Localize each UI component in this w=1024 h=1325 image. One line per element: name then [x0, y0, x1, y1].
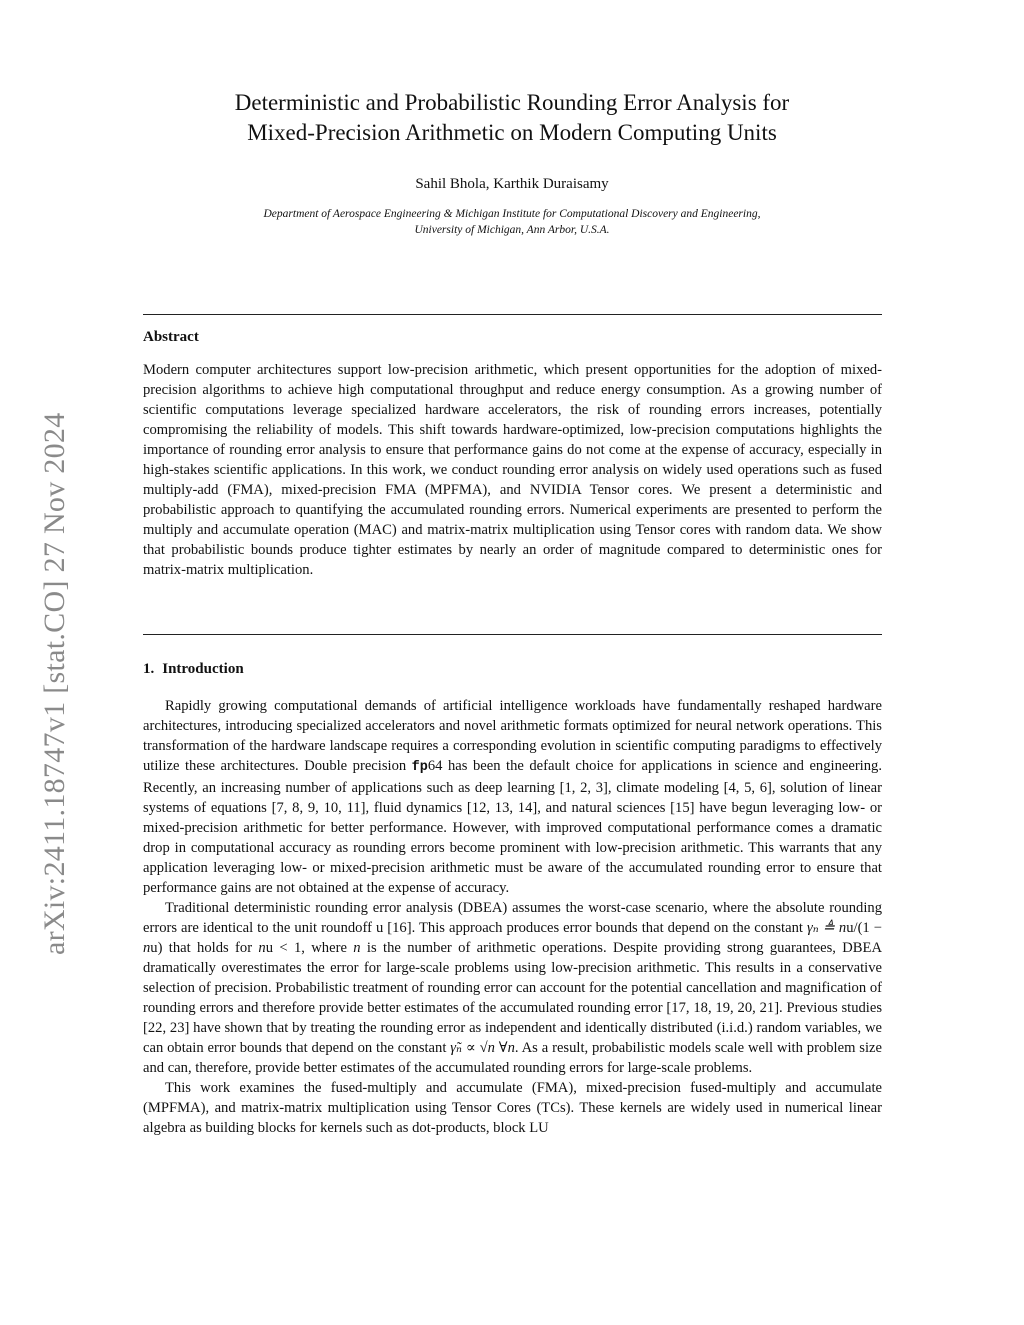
- authors: Sahil Bhola, Karthik Duraisamy: [415, 176, 609, 192]
- affiliation: [140, 206, 884, 238]
- title-line-2: Mixed-Precision Arithmetic on Modern Computing Units: [247, 120, 777, 145]
- math-gamma-n: γₙ ≜ n: [806, 920, 847, 936]
- paper-title: [140, 88, 884, 148]
- section-heading-introduction: [143, 661, 244, 678]
- paragraph-text: u/(1 −: [846, 920, 882, 936]
- abstract-heading: Abstract: [143, 329, 199, 345]
- paragraph-text: Traditional deterministic rounding error analysis (DBEA) assumes the worst-case scenario, where the absolute rounding errors are identical to the unit roundoff u [16]. This approach produces error bounds that depend on the constant: [143, 900, 882, 936]
- abstract-bottom-divider: [143, 634, 882, 635]
- arxiv-identifier: arXiv:2411.18747v1 [stat.CO] 27 Nov 2024: [38, 412, 71, 955]
- abstract-text: Modern computer architectures support low-precision arithmetic, which present opportunities for the adoption of mixed-precision algorithms to achieve high computational throughput and reduce energy consumption. As a growing number of scientific computations leverage specialized hardware accelerators, the risk of rounding errors increases, potentially compromising the reliability of models. This shift towards hardware-optimized, low-precision computations highlights the importance of rounding error analysis to ensure that performance gains do not come at the expense of accuracy, especially in high-stakes scientific applications. In this work, we conduct rounding error analysis on widely used operations such as fused multiply-add (FMA), mixed-precision FMA (MPFMA), and NVIDIA Tensor cores. We present a deterministic and probabilistic approach to quantifying the accumulated rounding errors. Numerical experiments are presented to perform the multiply and accumulate operation (MAC) and matrix-matrix multiplication using Tensor cores with random data. We show that probabilistic bounds produce tighter estimates by nearly an order of magnitude compared to deterministic ones for matrix-matrix multiplication.: [143, 362, 882, 578]
- affiliation-line-1: Department of Aerospace Engineering & Michigan Institute for Computational Discovery and Engineering,: [263, 208, 761, 220]
- code-fp-number: 64: [427, 758, 443, 774]
- paragraph-text: . As a result, probabilistic models scale well with problem size and can, therefore, provide better estimates of the accumulated rounding errors for large-scale problems.: [143, 1040, 882, 1076]
- affiliation-line-2: University of Michigan, Ann Arbor, U.S.A.: [414, 224, 610, 236]
- paragraph-text: is the number of arithmetic operations. Despite providing strong guarantees, DBEA dramatically overestimates the error for large-scale problems using low-precision arithmetic. This results in a conservative selection of precision. Probabilistic treatment of rounding error can account for the potential cancellation and magnification of rounding errors and therefore provide better estimates of the accumulated rounding error [17, 18, 19, 20, 21]. Previous studies [22, 23] have shown that by treating the rounding error as independent and identically distributed (i.i.d.) random variables, we can obtain error bounds that depend on the constant: [143, 940, 882, 1056]
- intro-paragraph-3: This work examines the fused-multiply and accumulate (FMA), mixed-precision fused-multiply and accumulate (MPFMA), and matrix-matrix multiplication using Tensor Cores (TCs). These kernels are widely used in numerical linear algebra as building blocks for kernels such as dot-products, block LU: [143, 1080, 882, 1136]
- intro-paragraph-1: [143, 696, 882, 898]
- math-gamma-tilde: γ̃ₙ ∝ √n ∀n: [450, 1040, 515, 1056]
- math-n: n: [258, 940, 266, 956]
- paragraph-text: Rapidly growing computational demands of artificial intelligence workloads have fundamentally reshaped hardware architectures, introducing specialized accelerators and novel arithmetic formats optimized for neural network operations. This transformation of the hardware landscape requires a corresponding evolution in scientific computing paradigms to effectively utilize these architectures. Double precision: [143, 698, 882, 774]
- paragraph-text: u < 1, where: [265, 940, 354, 956]
- math-n: n: [143, 940, 151, 956]
- intro-paragraph-2: [143, 898, 882, 1078]
- introduction-body: [143, 696, 882, 1138]
- abstract-top-divider: [143, 314, 882, 315]
- math-n: n: [353, 940, 361, 956]
- section-title: Introduction: [162, 661, 244, 677]
- paragraph-text: has been the default choice for applications in science and engineering. Recently, an increasing number of applications such as deep learning [1, 2, 3], climate modeling [4, 5, 6], solution of linear systems of equations [7, 8, 9, 10, 11], fluid dynamics [12, 13, 14], and natural sciences [15] have begun leveraging low- or mixed-precision arithmetic for better performance. However, with improved computational performance comes a dramatic drop in computational accuracy as rounding errors become prominent with low-precision arithmetic. This warrants that any application leveraging low- or mixed-precision arithmetic must be aware of the accumulated rounding error to ensure that performance gains are not obtained at the expense of accuracy.: [143, 758, 882, 896]
- paragraph-text: u) that holds for: [150, 940, 259, 956]
- code-fp: fp: [411, 760, 428, 775]
- section-number: 1.: [143, 661, 155, 677]
- title-line-1: Deterministic and Probabilistic Rounding Error Analysis for: [234, 90, 790, 115]
